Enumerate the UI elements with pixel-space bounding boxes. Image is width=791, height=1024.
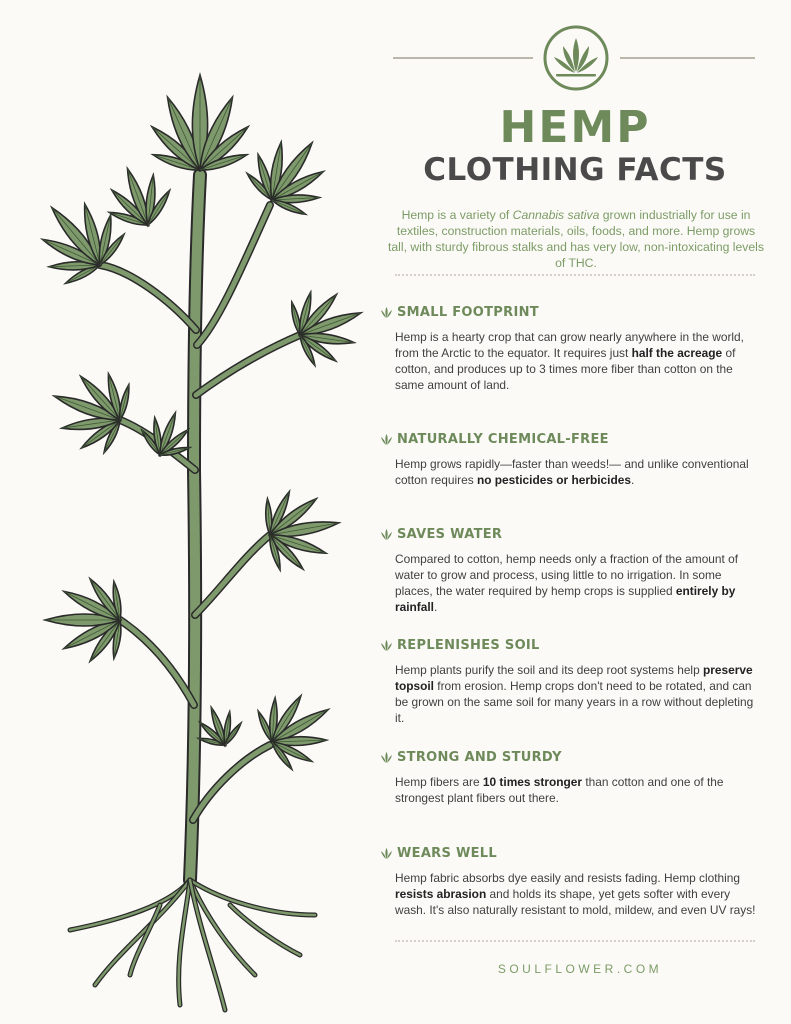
fact-text: Compared to cotton, hemp needs only a fraction of the amount of water to grow and process, using little to no irrigation. In some places, the water required by hemp crops is supplied: [395, 552, 739, 598]
intro-text: Hemp is a variety of: [401, 208, 513, 222]
hemp-leaf: [199, 707, 241, 745]
fact-highlight: preserve topsoil: [395, 663, 753, 693]
fact-heading: [380, 846, 760, 861]
page-subtitle: CLOTHING FACTS: [423, 152, 727, 188]
intro-species: Cannabis sativa: [512, 208, 600, 222]
leaf-sprig-icon: [380, 434, 393, 445]
fact-heading: [380, 432, 760, 447]
fact-title: NATURALLY CHEMICAL-FREE: [397, 432, 609, 447]
fact-highlight: resists abrasion: [395, 887, 487, 901]
fact-body: [395, 329, 760, 393]
fact-title: WEARS WELL: [397, 846, 497, 861]
hemp-leaf: [266, 492, 339, 570]
fact-body: [395, 456, 760, 488]
fact-section-strong-and-sturdy: [380, 750, 760, 806]
fact-highlight: no pesticides or herbicides: [476, 473, 631, 487]
fact-highlight: entirely by rainfall: [395, 584, 736, 614]
fact-text: Hemp plants purify the soil and its deep root systems help: [395, 663, 703, 677]
leaf-sprig-icon: [380, 848, 393, 859]
hemp-leaf: [247, 142, 323, 214]
fact-title: SMALL FOOTPRINT: [397, 305, 539, 320]
fact-highlight: half the acreage: [631, 346, 723, 360]
fact-heading: [380, 638, 760, 653]
fact-section-wears-well: [380, 846, 760, 918]
hemp-leaf: [292, 292, 361, 365]
fact-text-end: than cotton and one of the strongest plant fibers out there.: [395, 775, 724, 805]
fact-title: REPLENISHES SOIL: [397, 638, 540, 653]
hemp-leaf: [54, 374, 129, 453]
fact-text: Hemp fibers are: [395, 775, 483, 789]
fact-highlight: 10 times stronger: [482, 775, 583, 789]
leaf-sprig-icon: [380, 752, 393, 763]
fact-body: [395, 870, 760, 918]
fact-text-end: and holds its shape, yet gets softer with every wash. It's also naturally resistant to mold, mildew, and even UV rays!: [395, 887, 756, 917]
fact-section-chemical-free: [380, 432, 760, 488]
fact-body: [395, 551, 760, 615]
fact-section-saves-water: [380, 527, 760, 615]
leaf-sprig-icon: [380, 640, 393, 651]
fact-heading: [380, 305, 760, 320]
header-rule-right: [620, 57, 755, 59]
hemp-leaf: [45, 579, 121, 662]
divider: [395, 274, 755, 276]
hemp-leaf-logo-icon: [542, 24, 610, 92]
fact-text-end: of cotton, and produces up to 3 times more fiber than cotton on the same amount of land.: [395, 346, 736, 392]
hemp-leaf: [109, 169, 169, 225]
fact-text: Hemp fabric absorbs dye easily and resists fading. Hemp clothing: [395, 871, 740, 885]
fact-section-replenishes-soil: [380, 638, 760, 726]
hemp-leaf: [258, 696, 328, 770]
intro-text-end: grown industrially for use in textiles, construction materials, oils, foods, and more. Hemp grows tall, with sturdy fibrous stalks and has very low, non-intoxicating levels of THC.: [388, 208, 764, 270]
fact-title: SAVES WATER: [397, 527, 503, 542]
fact-text-end: from erosion. Hemp crops don't need to be rotated, and can be grown on the same soil for many years in a row without depleting it.: [395, 679, 754, 725]
footer-site-link[interactable]: SOULFLOWER.COM: [497, 962, 663, 976]
fact-text: Hemp is a hearty crop that can grow nearly anywhere in the world, from the Arctic to the equator. It requires just: [395, 330, 744, 360]
fact-text-end: .: [630, 473, 635, 487]
hemp-leaf: [152, 75, 248, 170]
fact-body: [395, 662, 760, 726]
leaf-sprig-icon: [380, 307, 393, 318]
page-title: HEMP: [499, 102, 651, 153]
header-rule-left: [393, 57, 533, 59]
fact-section-small-footprint: [380, 305, 760, 393]
leaf-sprig-icon: [380, 529, 393, 540]
divider: [395, 940, 755, 942]
fact-text: Hemp grows rapidly—faster than weeds!— and unlike conventional cotton requires: [395, 457, 749, 487]
fact-title: STRONG AND STURDY: [397, 750, 562, 765]
intro-paragraph: [386, 207, 766, 271]
fact-heading: [380, 527, 760, 542]
fact-body: [395, 774, 760, 806]
fact-text-end: .: [434, 600, 438, 614]
fact-heading: [380, 750, 760, 765]
